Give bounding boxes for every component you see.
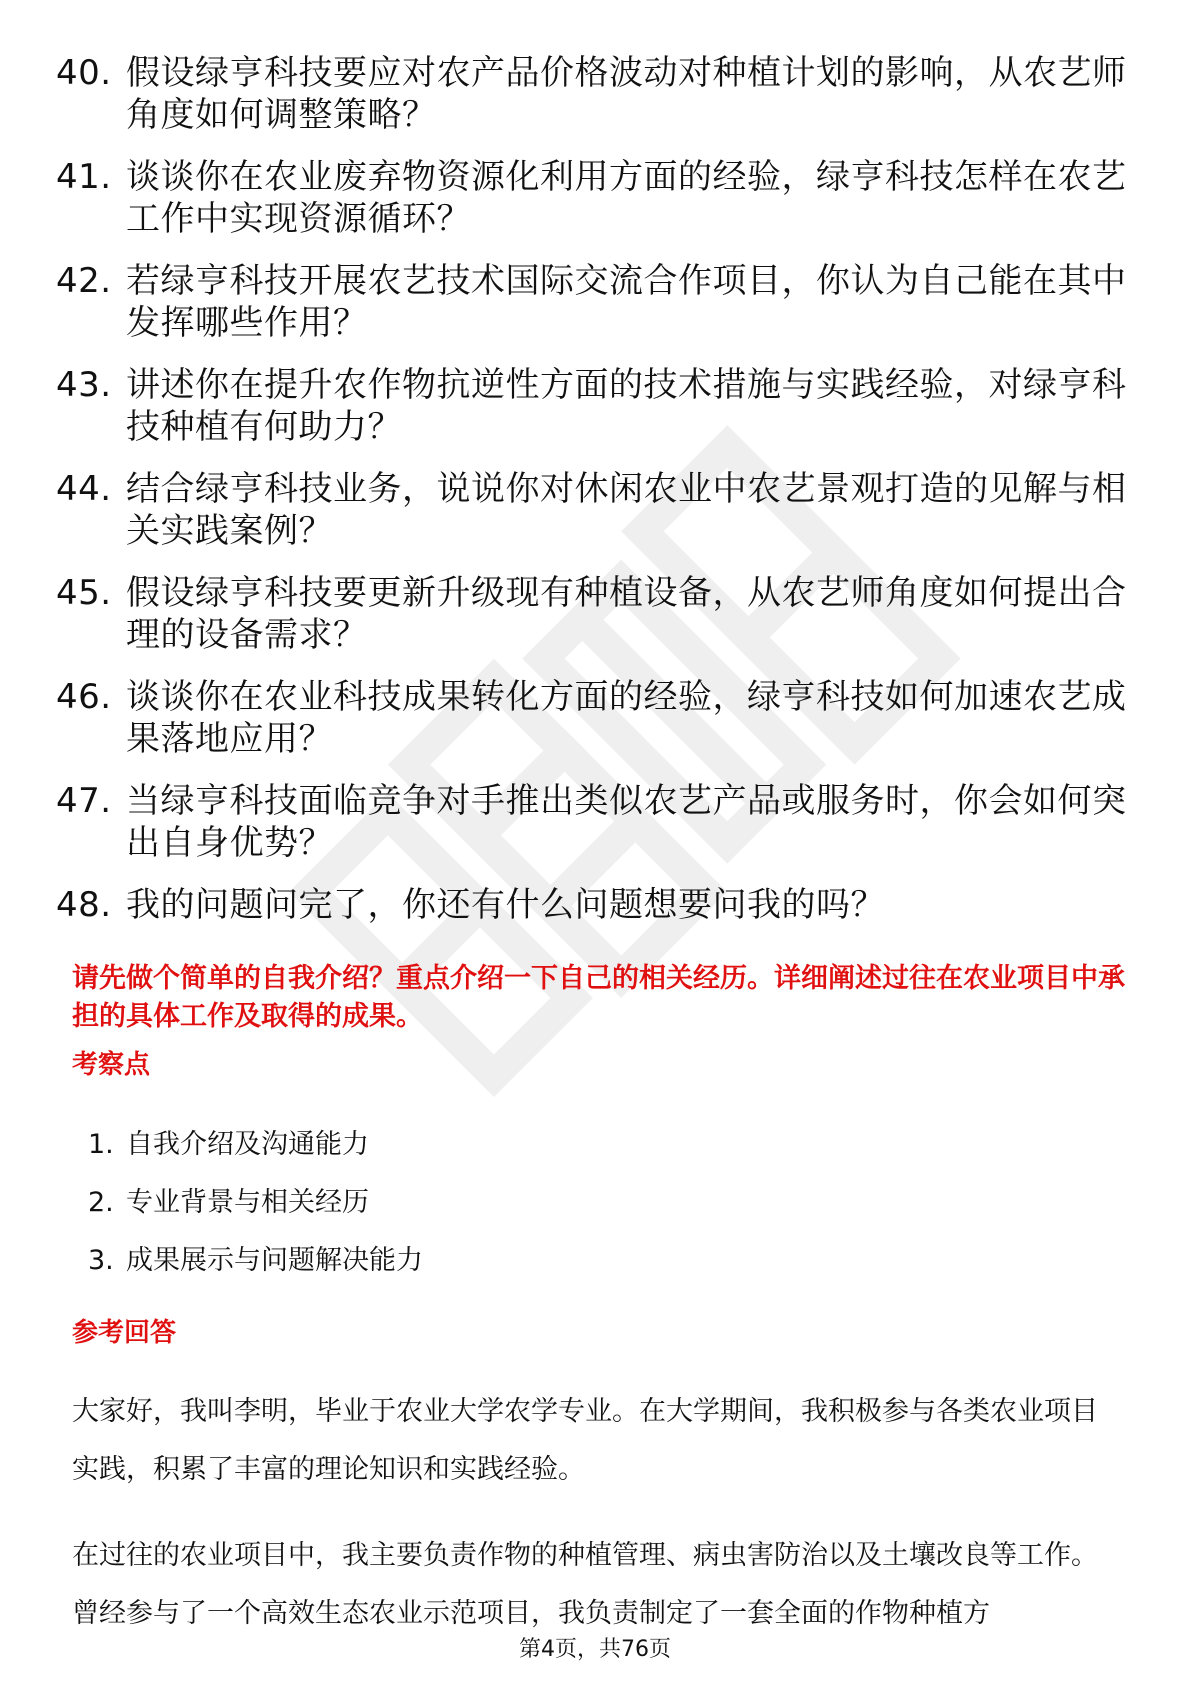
question-text: 我的问题问完了，你还有什么问题想要问我的吗？ [126,885,885,925]
point-number: 3. [88,1245,114,1276]
question-text: 谈谈你在农业废弃物资源化利用方面的经验，绿亨科技怎样在农艺工作中实现资源循环？ [126,157,1127,239]
point-number: 2. [88,1187,114,1218]
reference-label: 参考回答 [72,1318,177,1348]
answer-paragraph: 大家好，我叫李明，毕业于农业大学农学专业。在大学期间，我积极参与各类农业项目实践，积累了丰富的理论知识和实践经验。 [72,1396,1098,1485]
list-item [56,52,1136,136]
question-text: 当绿亨科技面临竞争对手推出类似农艺产品或服务时，你会如何突出自身优势？ [126,781,1127,863]
question-number: 41. [56,157,112,197]
question-number: 45. [56,573,112,613]
question-number: 40. [56,53,112,93]
question-text: 结合绿亨科技业务，说说你对休闲农业中农艺景观打造的见解与相关实践案例？ [126,469,1127,551]
question-text: 假设绿亨科技要应对农产品价格波动对种植计划的影响，从农艺师角度如何调整策略？ [126,53,1127,135]
list-item [56,260,1136,344]
list-item [56,468,1136,552]
list-item [56,780,1136,864]
list-item [88,1126,423,1164]
question-number: 48. [56,885,112,925]
question-number: 47. [56,781,112,821]
assessment-label: 考察点 [72,1050,151,1080]
question-text: 若绿亨科技开展农艺技术国际交流合作项目，你认为自己能在其中发挥哪些作用？ [126,261,1127,343]
point-text: 自我介绍及沟通能力 [126,1129,369,1160]
list-item [56,572,1136,656]
list-item [88,1242,423,1280]
featured-question: 请先做个简单的自我介绍？重点介绍一下自己的相关经历。详细阐述过往在农业项目中承担的具体工作及取得的成果。 [72,963,1125,1032]
point-text: 成果展示与问题解决能力 [126,1245,423,1276]
question-number: 44. [56,469,112,509]
list-item [56,364,1136,448]
point-number: 1. [88,1129,114,1160]
list-item [88,1184,423,1222]
list-item [56,156,1136,240]
point-text: 专业背景与相关经历 [126,1187,369,1218]
question-text: 假设绿亨科技要更新升级现有种植设备，从农艺师角度如何提出合理的设备需求？ [126,573,1127,655]
question-text: 谈谈你在农业科技成果转化方面的经验，绿亨科技如何加速农艺成果落地应用？ [126,677,1127,759]
question-number: 43. [56,365,112,405]
answer-paragraph: 在过往的农业项目中，我主要负责作物的种植管理、病虫害防治以及土壤改良等工作。曾经参与了一个高效生态农业示范项目，我负责制定了一套全面的作物种植方 [72,1540,1098,1629]
page-footer: 第4页，共76页 [519,1637,671,1662]
list-item [56,884,1136,926]
question-list [56,52,1136,946]
assessment-points [88,1126,423,1300]
question-text: 讲述你在提升农作物抗逆性方面的技术措施与实践经验，对绿亨科技种植有何助力？ [126,365,1127,447]
question-number: 42. [56,261,112,301]
question-number: 46. [56,677,112,717]
list-item [56,676,1136,760]
